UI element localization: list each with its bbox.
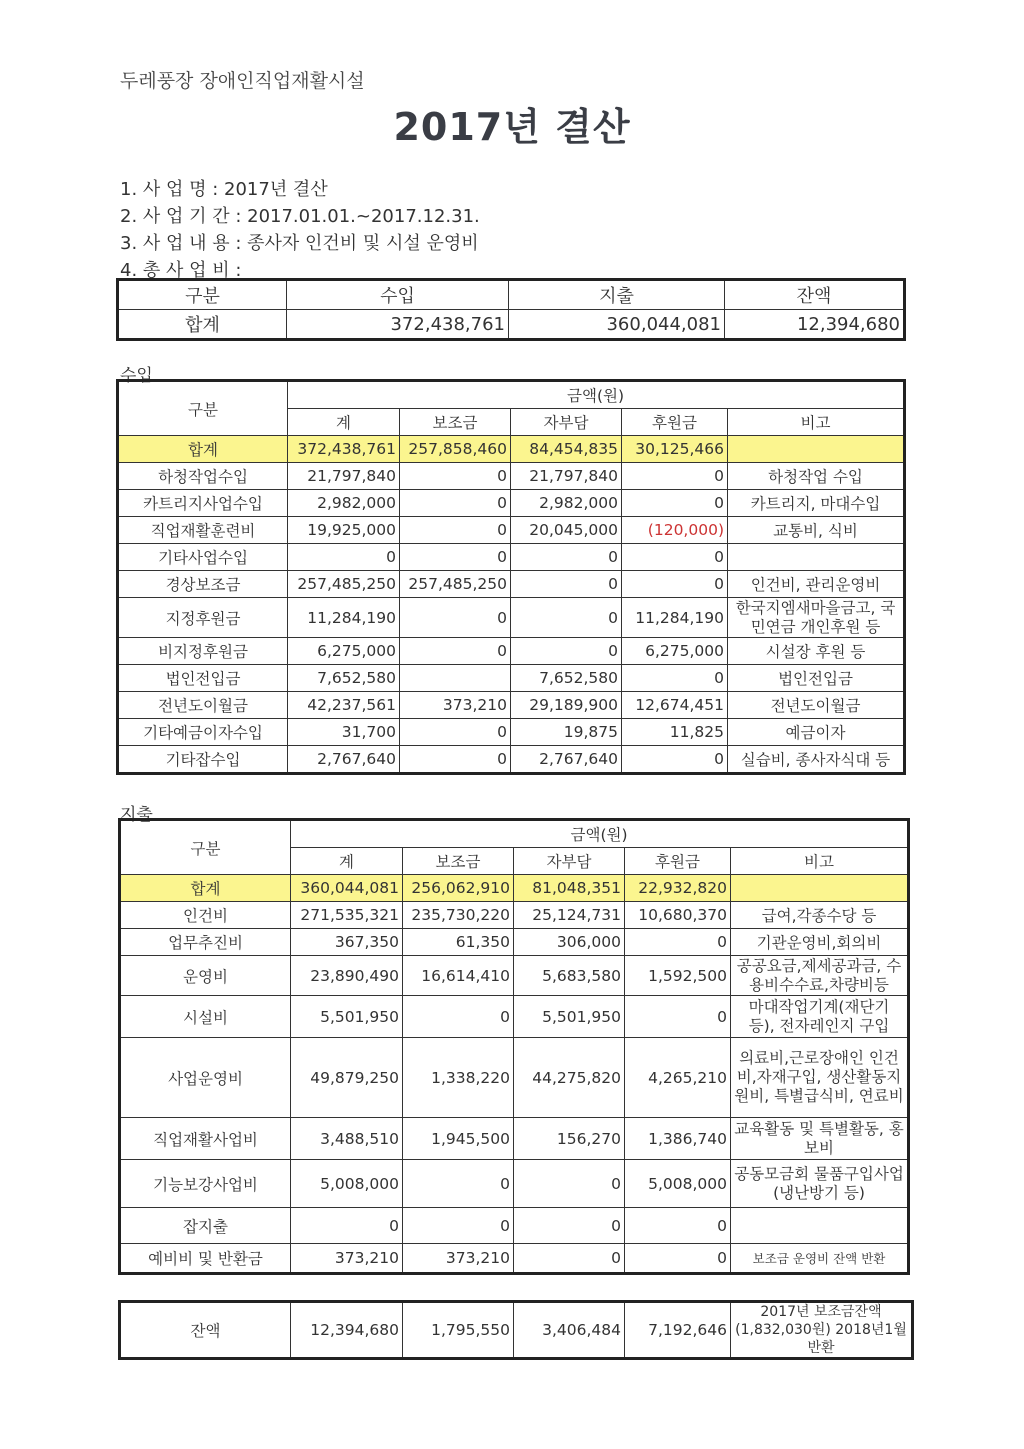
cell-note: 보조금 운영비 잔액 반환	[731, 1244, 909, 1274]
cell-self: 21,797,840	[511, 463, 622, 490]
expense-section-label: 지출	[120, 805, 153, 825]
cell-subsidy: 256,062,910	[403, 875, 514, 902]
cell-donation: 1,592,500	[625, 956, 731, 996]
table-row	[118, 490, 905, 517]
cell-self: 81,048,351	[514, 875, 625, 902]
cell-total: 23,890,490	[291, 956, 403, 996]
cell-total: 373,210	[291, 1244, 403, 1274]
cell-total: 7,652,580	[288, 665, 400, 692]
cell-donation: 0	[622, 463, 728, 490]
balance-subsidy: 1,795,550	[403, 1302, 514, 1359]
info-project-period: 2. 사 업 기 간 : 2017.01.01.~2017.12.31.	[120, 206, 480, 227]
row-label: 예비비 및 반환금	[120, 1244, 291, 1274]
row-label: 지정후원금	[118, 598, 288, 638]
cell-subsidy: 257,858,460	[400, 436, 511, 463]
table-row	[120, 1160, 909, 1208]
income-table	[116, 379, 906, 775]
info-project-content: 3. 사 업 내 용 : 종사자 인건비 및 시설 운영비	[120, 233, 479, 254]
cell-donation: 22,932,820	[625, 875, 731, 902]
income-section-label: 수입	[120, 366, 153, 386]
cell-self: 306,000	[514, 929, 625, 956]
table-row	[118, 598, 905, 638]
income-col-note: 비고	[728, 409, 905, 436]
cell-subsidy: 1,945,500	[403, 1118, 514, 1160]
cell-note: 실습비, 종사자식대 등	[728, 746, 905, 774]
cell-subsidy: 0	[403, 1160, 514, 1208]
cell-self: 19,875	[511, 719, 622, 746]
table-row	[120, 1208, 909, 1244]
expense-col-subsidy: 보조금	[403, 848, 514, 875]
cell-subsidy: 0	[400, 598, 511, 638]
cell-subsidy: 0	[400, 490, 511, 517]
row-label: 합계	[120, 875, 291, 902]
cell-note: 교육활동 및 특별활동, 홍보비	[731, 1118, 909, 1160]
cell-donation: 10,680,370	[625, 902, 731, 929]
row-label: 하청작업수입	[118, 463, 288, 490]
summary-header-row	[118, 280, 905, 310]
row-label: 기능보강사업비	[120, 1160, 291, 1208]
table-row	[120, 902, 909, 929]
income-col-subsidy: 보조금	[400, 409, 511, 436]
summary-total-income: 372,438,761	[287, 310, 509, 340]
expense-col-donation: 후원금	[625, 848, 731, 875]
cell-donation: 11,825	[622, 719, 728, 746]
info-total-cost: 4. 총 사 업 비 :	[120, 260, 242, 281]
row-label: 잡지출	[120, 1208, 291, 1244]
income-col-donation: 후원금	[622, 409, 728, 436]
cell-total: 6,275,000	[288, 638, 400, 665]
summary-table	[116, 278, 906, 341]
cell-donation-negative: (120,000)	[622, 517, 728, 544]
cell-subsidy: 257,485,250	[400, 571, 511, 598]
cell-note: 의료비,근로장애인 인건비,자재구입, 생산활동지원비, 특별급식비, 연료비	[731, 1038, 909, 1118]
cell-total: 42,237,561	[288, 692, 400, 719]
cell-donation: 5,008,000	[625, 1160, 731, 1208]
cell-note	[731, 1208, 909, 1244]
cell-total: 3,488,510	[291, 1118, 403, 1160]
row-label: 직업재활훈련비	[118, 517, 288, 544]
expense-table	[118, 818, 910, 1275]
cell-total: 5,008,000	[291, 1160, 403, 1208]
balance-note: 2017년 보조금잔액 (1,832,030원) 2018년1월 반환	[731, 1302, 913, 1359]
cell-total: 21,797,840	[288, 463, 400, 490]
cell-note: 카트리지, 마대수입	[728, 490, 905, 517]
income-col-total: 계	[288, 409, 400, 436]
cell-note: 법인전입금	[728, 665, 905, 692]
balance-donation: 7,192,646	[625, 1302, 731, 1359]
balance-row	[120, 1302, 913, 1359]
cell-note: 하청작업 수입	[728, 463, 905, 490]
cell-subsidy: 0	[403, 996, 514, 1038]
expense-sum-row	[120, 875, 909, 902]
expense-header-row	[120, 820, 909, 848]
cell-note: 예금이자	[728, 719, 905, 746]
cell-self: 156,270	[514, 1118, 625, 1160]
row-label: 시설비	[120, 996, 291, 1038]
table-row	[118, 746, 905, 774]
cell-total: 0	[291, 1208, 403, 1244]
cell-donation: 1,386,740	[625, 1118, 731, 1160]
cell-self: 0	[511, 571, 622, 598]
cell-subsidy: 373,210	[403, 1244, 514, 1274]
table-row	[118, 665, 905, 692]
cell-self: 0	[511, 544, 622, 571]
table-row	[118, 517, 905, 544]
cell-total: 11,284,190	[288, 598, 400, 638]
cell-subsidy: 0	[400, 544, 511, 571]
row-label: 인건비	[120, 902, 291, 929]
cell-self: 7,652,580	[511, 665, 622, 692]
balance-self: 3,406,484	[514, 1302, 625, 1359]
summary-total-label: 합계	[118, 310, 287, 340]
cell-note: 마대작업기계(재단기 등), 전자레인지 구입	[731, 996, 909, 1038]
cell-total: 2,982,000	[288, 490, 400, 517]
cell-note: 급여,각종수당 등	[731, 902, 909, 929]
cell-total: 360,044,081	[291, 875, 403, 902]
cell-self: 2,767,640	[511, 746, 622, 774]
page-title: 2017년 결산	[393, 105, 631, 149]
row-label: 법인전입금	[118, 665, 288, 692]
cell-self: 5,501,950	[514, 996, 625, 1038]
table-row	[118, 692, 905, 719]
cell-self: 0	[514, 1208, 625, 1244]
cell-donation: 0	[622, 746, 728, 774]
expense-col-self: 자부담	[514, 848, 625, 875]
cell-donation: 30,125,466	[622, 436, 728, 463]
row-label: 경상보조금	[118, 571, 288, 598]
cell-subsidy: 0	[403, 1208, 514, 1244]
cell-donation: 0	[622, 544, 728, 571]
table-row	[118, 719, 905, 746]
row-label: 비지정후원금	[118, 638, 288, 665]
cell-note: 교통비, 식비	[728, 517, 905, 544]
organization-name: 두레풍장 장애인직업재활시설	[120, 70, 365, 92]
cell-note	[728, 436, 905, 463]
row-label: 기타잡수입	[118, 746, 288, 774]
cell-donation: 0	[622, 571, 728, 598]
table-row	[118, 463, 905, 490]
table-row	[120, 929, 909, 956]
cell-donation: 12,674,451	[622, 692, 728, 719]
cell-note: 기관운영비,회의비	[731, 929, 909, 956]
cell-donation: 0	[625, 929, 731, 956]
income-header-amount: 금액(원)	[288, 381, 905, 409]
cell-donation: 0	[625, 996, 731, 1038]
cell-self: 29,189,900	[511, 692, 622, 719]
cell-self: 20,045,000	[511, 517, 622, 544]
cell-total: 257,485,250	[288, 571, 400, 598]
row-label: 업무추진비	[120, 929, 291, 956]
cell-note	[731, 875, 909, 902]
cell-total: 372,438,761	[288, 436, 400, 463]
expense-header-amount: 금액(원)	[291, 820, 909, 848]
cell-total: 49,879,250	[291, 1038, 403, 1118]
cell-total: 0	[288, 544, 400, 571]
cell-subsidy: 0	[400, 638, 511, 665]
cell-self: 0	[514, 1160, 625, 1208]
cell-subsidy: 1,338,220	[403, 1038, 514, 1118]
income-header-row	[118, 381, 905, 409]
summary-header-balance: 잔액	[725, 280, 905, 310]
cell-total: 31,700	[288, 719, 400, 746]
summary-total-balance: 12,394,680	[725, 310, 905, 340]
cell-total: 367,350	[291, 929, 403, 956]
row-label: 카트리지사업수입	[118, 490, 288, 517]
cell-note	[728, 544, 905, 571]
row-label: 직업재활사업비	[120, 1118, 291, 1160]
cell-donation: 6,275,000	[622, 638, 728, 665]
cell-total: 2,767,640	[288, 746, 400, 774]
table-row	[120, 1038, 909, 1118]
cell-donation: 4,265,210	[625, 1038, 731, 1118]
income-sum-row	[118, 436, 905, 463]
cell-self: 0	[511, 638, 622, 665]
cell-donation: 0	[622, 665, 728, 692]
table-row	[118, 638, 905, 665]
cell-subsidy: 16,614,410	[403, 956, 514, 996]
cell-note: 인건비, 관리운영비	[728, 571, 905, 598]
cell-self: 44,275,820	[514, 1038, 625, 1118]
cell-self: 2,982,000	[511, 490, 622, 517]
row-label: 사업운영비	[120, 1038, 291, 1118]
cell-self: 25,124,731	[514, 902, 625, 929]
expense-col-note: 비고	[731, 848, 909, 875]
balance-table	[118, 1300, 914, 1360]
cell-note: 공공요금,제세공과금, 수용비수수료,차량비등	[731, 956, 909, 996]
cell-donation: 11,284,190	[622, 598, 728, 638]
summary-header-category: 구분	[118, 280, 287, 310]
cell-subsidy	[400, 665, 511, 692]
project-info	[120, 176, 480, 284]
table-row	[120, 956, 909, 996]
summary-total-row	[118, 310, 905, 340]
income-col-self: 자부담	[511, 409, 622, 436]
cell-subsidy: 0	[400, 463, 511, 490]
cell-total: 5,501,950	[291, 996, 403, 1038]
cell-subsidy: 0	[400, 719, 511, 746]
table-row	[120, 996, 909, 1038]
info-project-name: 1. 사 업 명 : 2017년 결산	[120, 179, 328, 200]
cell-subsidy: 0	[400, 746, 511, 774]
table-row	[118, 571, 905, 598]
row-label: 기타사업수입	[118, 544, 288, 571]
cell-subsidy: 235,730,220	[403, 902, 514, 929]
cell-donation: 0	[625, 1208, 731, 1244]
cell-total: 19,925,000	[288, 517, 400, 544]
cell-total: 271,535,321	[291, 902, 403, 929]
row-label: 운영비	[120, 956, 291, 996]
summary-total-expense: 360,044,081	[509, 310, 725, 340]
summary-header-income: 수입	[287, 280, 509, 310]
cell-subsidy: 61,350	[403, 929, 514, 956]
cell-self: 84,454,835	[511, 436, 622, 463]
expense-col-total: 계	[291, 848, 403, 875]
row-label: 전년도이월금	[118, 692, 288, 719]
cell-note: 공동모금회 물품구입사업(냉난방기 등)	[731, 1160, 909, 1208]
cell-subsidy: 373,210	[400, 692, 511, 719]
cell-self: 0	[514, 1244, 625, 1274]
balance-label: 잔액	[120, 1302, 291, 1359]
cell-note: 한국지엠새마을금고, 국민연금 개인후원 등	[728, 598, 905, 638]
table-row	[120, 1118, 909, 1160]
income-header-category: 구분	[118, 381, 288, 436]
cell-subsidy: 0	[400, 517, 511, 544]
table-row	[120, 1244, 909, 1274]
cell-note: 시설장 후원 등	[728, 638, 905, 665]
balance-total: 12,394,680	[291, 1302, 403, 1359]
table-row	[118, 544, 905, 571]
cell-self: 0	[511, 598, 622, 638]
cell-note: 전년도이월금	[728, 692, 905, 719]
cell-donation: 0	[622, 490, 728, 517]
expense-header-category: 구분	[120, 820, 291, 875]
summary-header-expense: 지출	[509, 280, 725, 310]
cell-self: 5,683,580	[514, 956, 625, 996]
row-label: 합계	[118, 436, 288, 463]
row-label: 기타예금이자수입	[118, 719, 288, 746]
cell-donation: 0	[625, 1244, 731, 1274]
